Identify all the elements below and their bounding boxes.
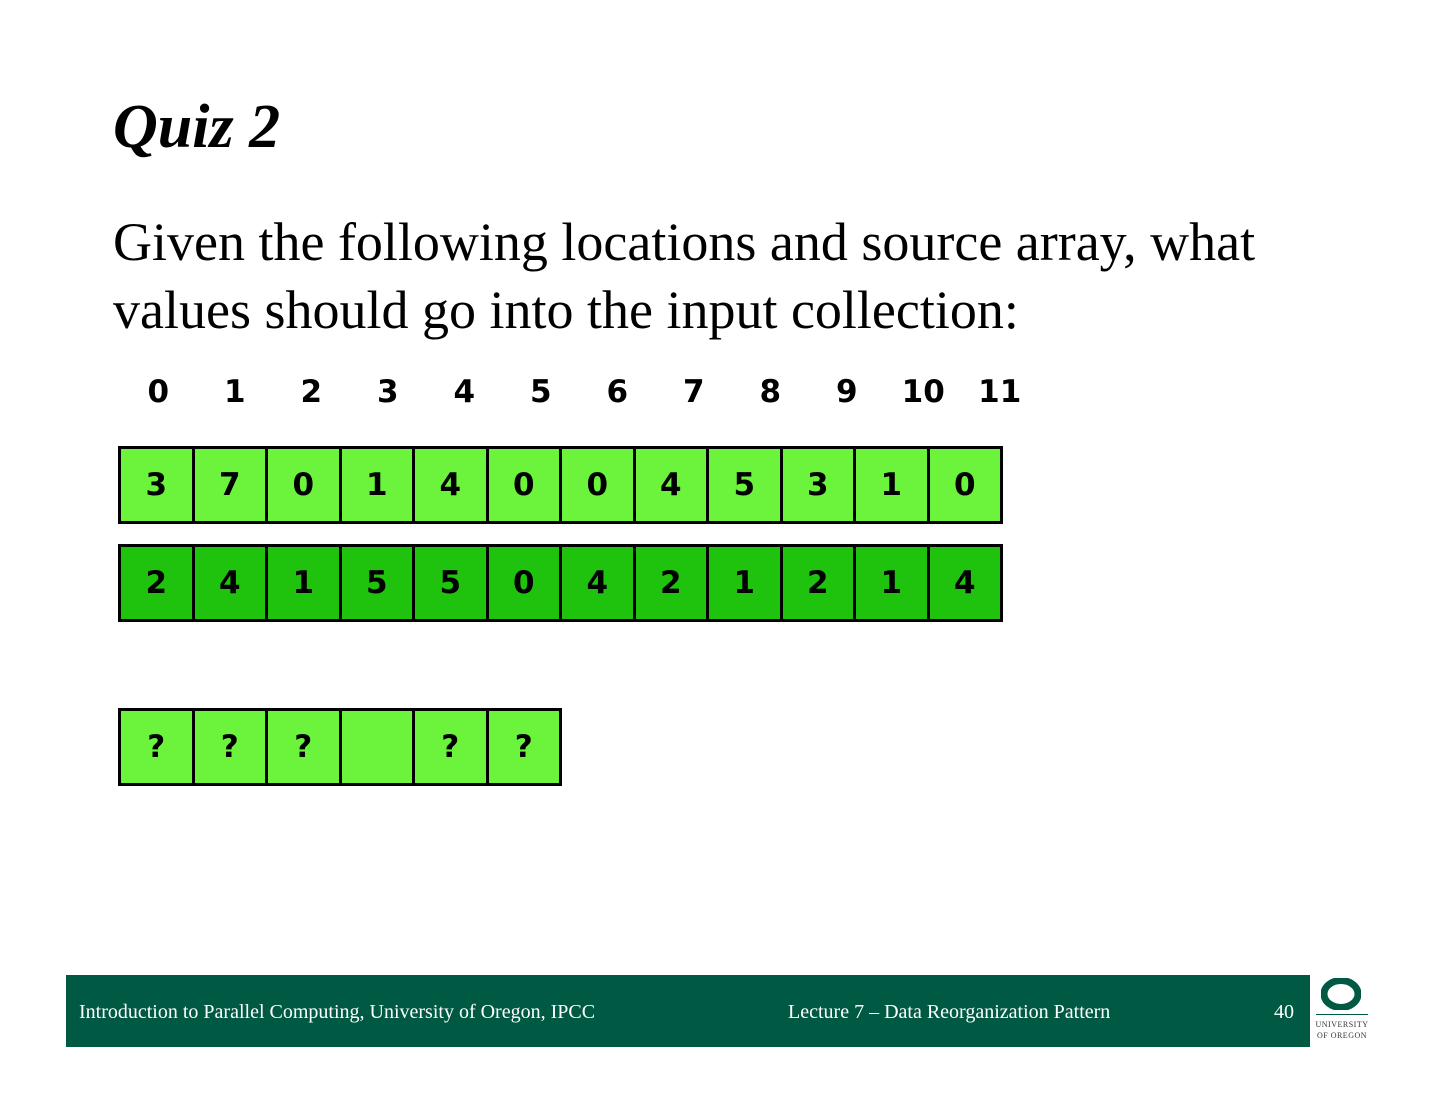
index-labels-row [120,372,1038,412]
index-label: 8 [759,374,782,410]
source-cell: 2 [780,544,857,622]
oregon-o-logo-icon [1321,978,1361,1010]
index-label: 6 [606,374,629,410]
source-cell: 5 [339,544,416,622]
output-cell: ? [265,708,342,786]
location-cell: 0 [559,446,636,524]
footer-course-text: Introduction to Parallel Computing, University of Oregon, IPCC [79,1001,596,1023]
slide-title: Quiz 2 [113,93,281,161]
logo-text-university: UNIVERSITY [1315,1020,1369,1029]
slide-body-text: Given the following locations and source array, what values should go into the input collection: [113,212,1256,340]
index-label: 1 [223,374,246,410]
output-cell: ? [118,708,195,786]
location-cell: 1 [339,446,416,524]
index-label: 0 [147,374,170,410]
footer-lecture-text: Lecture 7 – Data Reorganization Pattern [788,1001,1111,1023]
output-array [118,708,562,786]
source-cell: 4 [559,544,636,622]
output-cell: ? [486,708,563,786]
index-label: 5 [529,374,552,410]
location-cell: 5 [706,446,783,524]
logo-text-of-oregon: OF OREGON [1316,1031,1368,1040]
location-cell: 0 [265,446,342,524]
location-cell: 4 [412,446,489,524]
source-cell: 5 [412,544,489,622]
index-label: 11 [978,374,1022,410]
source-cell: 4 [927,544,1004,622]
logo-divider [1316,1014,1368,1015]
source-cell: 1 [853,544,930,622]
locations-array [118,446,1003,524]
index-label: 4 [453,374,476,410]
location-cell: 3 [118,446,195,524]
index-label: 2 [300,374,323,410]
source-cell: 2 [633,544,710,622]
location-cell: 0 [927,446,1004,524]
output-cell [339,708,416,786]
location-cell: 1 [853,446,930,524]
location-cell: 0 [486,446,563,524]
source-array [118,544,1003,622]
source-cell: 4 [192,544,269,622]
university-logo [1312,978,1372,1048]
footer-bar [66,975,1310,1047]
source-cell: 0 [486,544,563,622]
index-label: 7 [682,374,705,410]
source-cell: 1 [706,544,783,622]
source-cell: 1 [265,544,342,622]
index-label: 9 [835,374,858,410]
output-cell: ? [412,708,489,786]
output-cell: ? [192,708,269,786]
location-cell: 7 [192,446,269,524]
source-cell: 2 [118,544,195,622]
location-cell: 3 [780,446,857,524]
footer-page-number: 40 [1274,1001,1294,1023]
index-label: 10 [901,374,945,410]
index-label: 3 [376,374,399,410]
location-cell: 4 [633,446,710,524]
